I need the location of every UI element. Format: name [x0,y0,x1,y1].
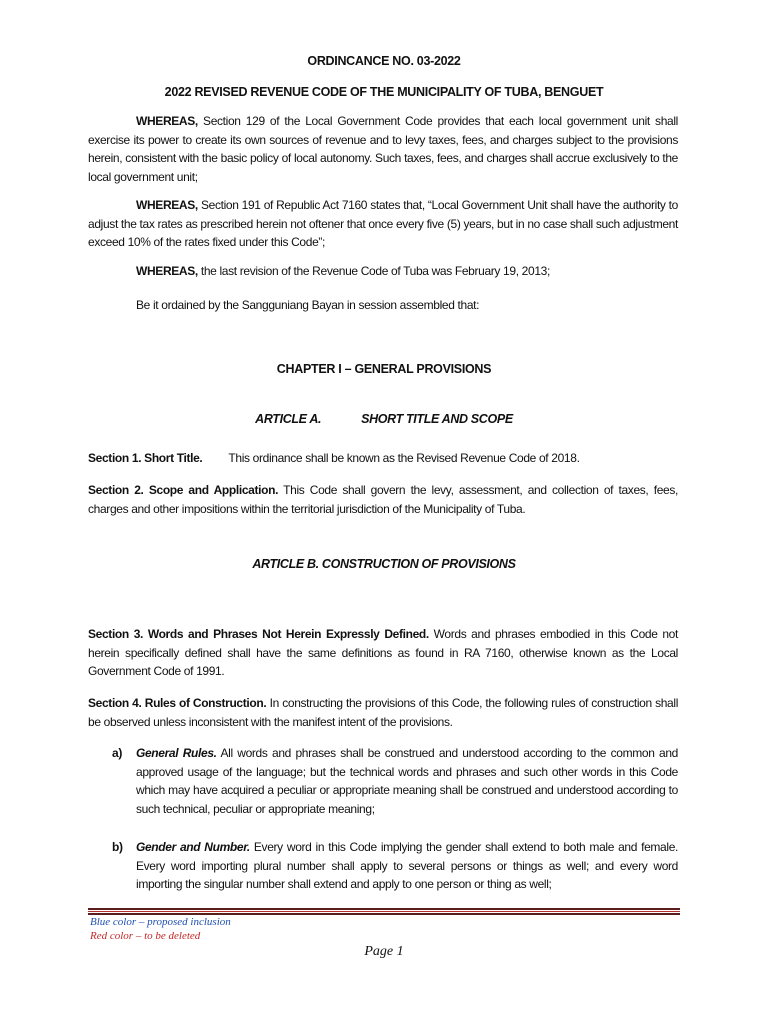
footer-rule-red [88,911,680,913]
whereas-paragraph-1 [88,112,678,186]
section-text: This ordinance shall be known as the Revised Revenue Code of 2018. [228,451,580,465]
whereas-text: Section 129 of the Local Government Code provides that each local government unit shall exercise its power to create its own sources of revenue and to levy taxes, fees, and charges subject to the provisions herein, consistent with the basic policy of local autonomy. Such taxes, fees, and charges shall accrue exclusively to the local government unit; [88,114,678,184]
rule-label: a) [112,746,122,760]
section-1 [88,449,678,468]
ordinance-number: ORDINCANCE NO. 03-2022 [307,54,461,68]
section-text: In constructing the provisions of this Code, the following rules of construction shall be observed unless inconsistent with the manifest intent of the provisions. [88,696,679,729]
section-text: This Code shall govern the levy, assessment, and collection of taxes, fees, charges and other impositions within the territorial jurisdiction of the Municipality of Tuba. [88,483,679,516]
section-heading: Section 4. Rules of Construction. [88,696,267,710]
whereas-lead: WHEREAS, [136,198,198,212]
ordained-paragraph: Be it ordained by the Sangguniang Bayan in session assembled that: [136,298,480,312]
footer-rule-dark [88,913,680,915]
whereas-paragraph-2 [88,196,678,252]
section-heading: Section 2. Scope and Application. [88,483,279,497]
section-heading: Section 3. Words and Phrases Not Herein Expressly Defined. [88,627,429,641]
whereas-paragraph-3 [88,262,678,281]
section-4 [88,694,678,731]
article-b-heading: ARTICLE B. CONSTRUCTION OF PROVISIONS [252,557,516,571]
rule-label: b) [112,840,123,854]
footer-rule [88,908,680,916]
section-2 [88,481,678,518]
article-a-heading [0,412,768,426]
legend-blue: Blue color – proposed inclusion [90,916,231,928]
footer-rule-dark [88,908,680,910]
legend-red: Red color – to be deleted [90,930,201,942]
rule-body [136,838,678,894]
whereas-lead: WHEREAS, [136,114,198,128]
rule-item-a [112,744,678,818]
whereas-text: the last revision of the Revenue Code of Tuba was February 19, 2013; [197,264,550,278]
rule-heading: General Rules. [136,746,217,760]
section-heading: Section 1. Short Title. [88,451,203,465]
code-title: 2022 REVISED REVENUE CODE OF THE MUNICIPALITY OF TUBA, BENGUET [164,85,604,99]
rule-heading: Gender and Number. [136,840,250,854]
chapter-heading: CHAPTER I – GENERAL PROVISIONS [276,362,492,376]
section-3 [88,625,678,681]
section-text: Words and phrases embodied in this Code not herein specifically defined shall have the same definitions as found in RA 7160, otherwise known as the Local Government Code of 1991. [88,627,678,678]
article-a-title: SHORT TITLE AND SCOPE [361,412,513,426]
page-number: Page 1 [364,944,404,959]
whereas-lead: WHEREAS, [136,264,198,278]
whereas-text: Section 191 of Republic Act 7160 states that, “Local Government Unit shall have the authority to adjust the tax rates as prescribed herein not oftener that once every five (5) years, but in no case shall such adjustment exceed 10% of the rates fixed under this Code”; [88,198,678,249]
rule-item-b [112,838,678,894]
rule-text: All words and phrases shall be construed and understood according to the common and approved usage of the language; but the technical words and phrases and such other words in this Code which may have acquired a peculiar or appropriate meaning shall be construed and understood according to such technical, peculiar or appropriate meaning; [136,746,678,816]
article-a-label: ARTICLE A. [255,412,322,426]
rule-body [136,744,678,818]
rule-text: Every word in this Code implying the gender shall extend to both male and female. Every word importing plural number shall apply to several persons or things as well; and every word importing the singular number shall extend and apply to one person or thing as well; [136,840,678,891]
